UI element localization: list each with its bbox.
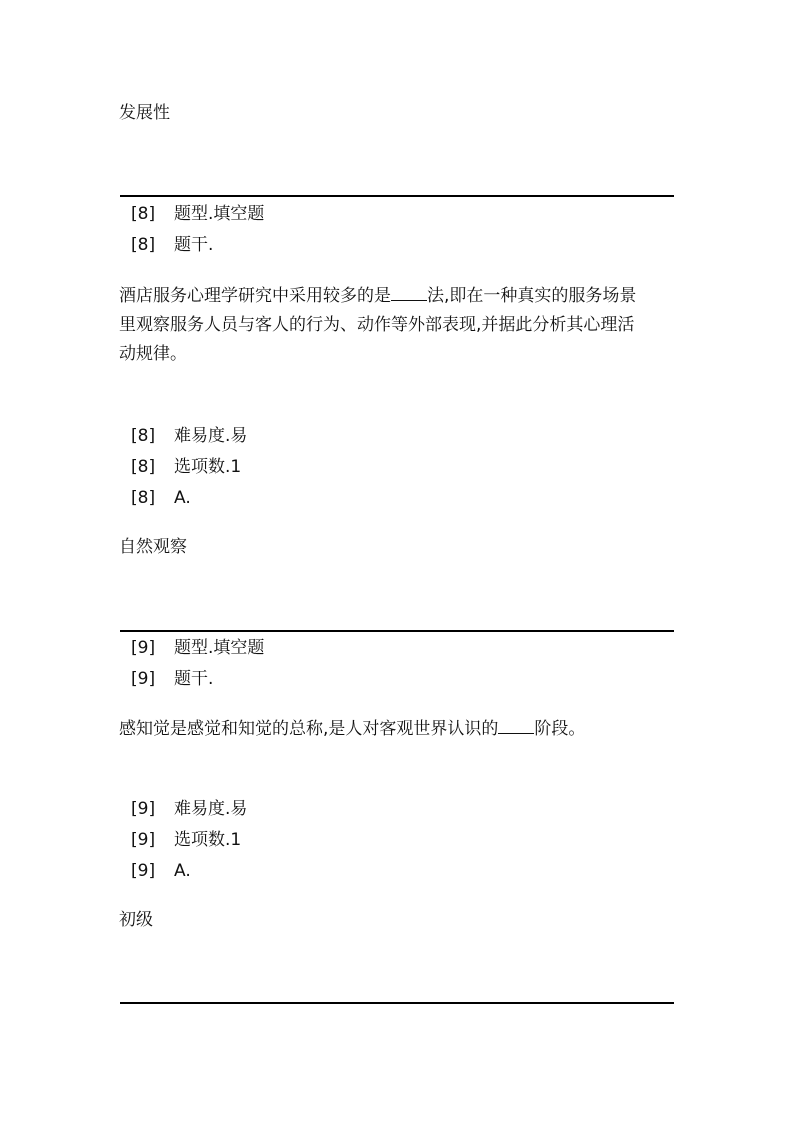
- option-a-label: A.: [174, 488, 191, 508]
- difficulty-label: 难易度.易: [174, 426, 248, 446]
- option-a-row: [131, 488, 191, 508]
- answer-text: 初级: [119, 910, 153, 930]
- stem-text: 动规律。: [119, 344, 187, 364]
- divider-rule: [120, 195, 674, 197]
- difficulty-row: [131, 426, 247, 446]
- question-index: [8]: [131, 204, 156, 224]
- option-a-label: A.: [174, 861, 191, 881]
- question-type-label: 题型.填空题: [174, 204, 265, 224]
- question-stem-label: 题干.: [174, 235, 214, 255]
- question-index: [9]: [131, 669, 156, 689]
- options-count-row: [131, 830, 241, 850]
- question-index: [9]: [131, 638, 156, 658]
- options-count-label: 选项数.1: [174, 830, 242, 850]
- difficulty-label: 难易度.易: [174, 799, 248, 819]
- question-index: [9]: [131, 799, 156, 819]
- stem-text: 感知觉是感觉和知觉的总称,是人对客观世界认识的: [119, 719, 499, 739]
- stem-text: 里观察服务人员与客人的行为、动作等外部表现,并据此分析其心理活: [119, 315, 635, 335]
- options-count-label: 选项数.1: [174, 457, 242, 477]
- stem-text: 酒店服务心理学研究中采用较多的是: [119, 286, 391, 306]
- question-index: [8]: [131, 235, 156, 255]
- answer-text: 自然观察: [119, 537, 187, 557]
- question-stem-text: [119, 282, 679, 369]
- fill-blank: [498, 717, 534, 734]
- difficulty-row: [131, 799, 247, 819]
- options-count-row: [131, 457, 241, 477]
- question-type-row: [131, 204, 264, 224]
- question-type-row: [131, 638, 264, 658]
- divider-rule: [120, 1002, 674, 1004]
- question-index: [8]: [131, 426, 156, 446]
- question-index: [8]: [131, 457, 156, 477]
- question-index: [8]: [131, 488, 156, 508]
- question-type-label: 题型.填空题: [174, 638, 265, 658]
- answer-text: 发展性: [119, 103, 170, 123]
- stem-text: 阶段。: [534, 719, 586, 739]
- question-stem-label: 题干.: [174, 669, 214, 689]
- question-index: [9]: [131, 861, 156, 881]
- fill-blank: [391, 284, 427, 301]
- question-index: [9]: [131, 830, 156, 850]
- option-a-row: [131, 861, 191, 881]
- divider-rule: [120, 630, 674, 632]
- stem-text: 法,即在一种真实的服务场景: [427, 286, 637, 306]
- question-stem-text: [119, 715, 679, 744]
- question-stem-row: [131, 669, 213, 689]
- question-stem-row: [131, 235, 213, 255]
